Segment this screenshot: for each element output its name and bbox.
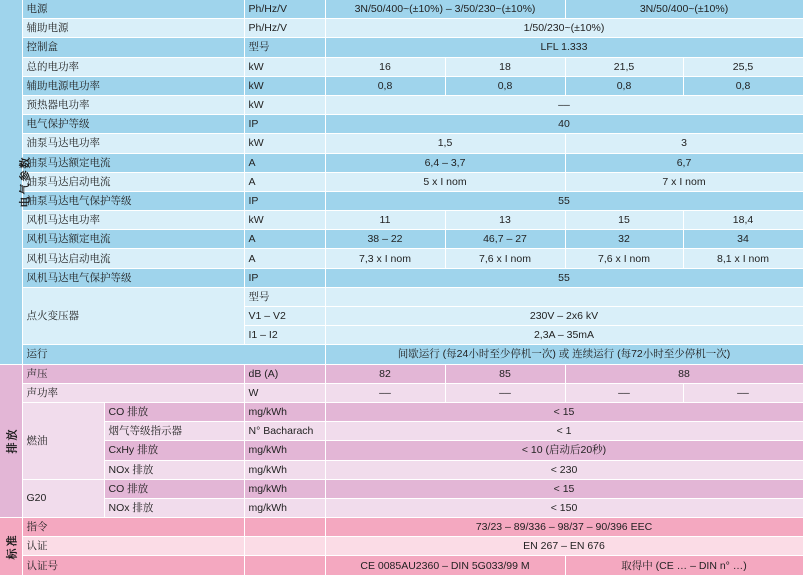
row-fan-protection [0, 268, 803, 287]
row-value: 38 – 22 [325, 230, 445, 249]
row-label: 总的电功率 [22, 57, 244, 76]
row-value: 18 [445, 57, 565, 76]
section-electrical-label: 电气参数 [19, 155, 32, 208]
row-value: 0,8 [683, 76, 803, 95]
row-total-power [0, 57, 803, 76]
row-unit: mg/kWh [244, 460, 325, 479]
row-unit: W [244, 383, 325, 402]
row-oil-bacharach [0, 422, 803, 441]
row-unit: 型号 [244, 287, 325, 306]
row-unit: kW [244, 134, 325, 153]
row-value: 40 [325, 115, 803, 134]
row-label: 指令 [22, 518, 244, 537]
row-value: < 15 [325, 402, 803, 421]
row-g20-nox [0, 498, 803, 517]
row-directive [0, 518, 803, 537]
row-label: 油泵马达额定电流 [22, 153, 244, 172]
row-unit: mg/kWh [244, 441, 325, 460]
row-label: 风机马达额定电流 [22, 230, 244, 249]
row-unit: IP [244, 115, 325, 134]
row-value: 8,1 x I nom [683, 249, 803, 268]
row-fan-rated-current [0, 230, 803, 249]
row-value [325, 287, 803, 306]
row-value: 0,8 [445, 76, 565, 95]
section-emissions-label: 排放 [6, 427, 19, 454]
row-value: 11 [325, 211, 445, 230]
row-pump-start-current [0, 172, 803, 191]
row-value: < 230 [325, 460, 803, 479]
row-label: 认证 [22, 537, 244, 556]
row-sublabel: NOx 排放 [104, 460, 244, 479]
row-label: 油泵马达启动电流 [22, 172, 244, 191]
row-value: 1/50/230~(±10%) [325, 19, 803, 38]
row-value: < 150 [325, 498, 803, 517]
row-pump-power [0, 134, 803, 153]
row-label: 认证号 [22, 556, 244, 575]
row-unit: N° Bacharach [244, 422, 325, 441]
row-value: –– [325, 95, 803, 114]
row-label: 风机马达启动电流 [22, 249, 244, 268]
row-value: 0,8 [325, 76, 445, 95]
row-unit: dB (A) [244, 364, 325, 383]
row-value: –– [565, 383, 683, 402]
row-value: 88 [565, 364, 803, 383]
row-unit: Ph/Hz/V [244, 19, 325, 38]
row-unit: mg/kWh [244, 498, 325, 517]
row-unit: Ph/Hz/V [244, 0, 325, 19]
row-value: < 10 (启动后20秒) [325, 441, 803, 460]
row-value: < 15 [325, 479, 803, 498]
row-unit: A [244, 172, 325, 191]
row-label: 风机马达电功率 [22, 211, 244, 230]
row-value: 85 [445, 364, 565, 383]
group-label-g20: G20 [22, 479, 104, 517]
row-unit: IP [244, 268, 325, 287]
row-value: 3 [565, 134, 803, 153]
row-preheater-power [0, 95, 803, 114]
row-sublabel: CO 排放 [104, 479, 244, 498]
row-value: < 1 [325, 422, 803, 441]
row-unit: V1 – V2 [244, 307, 325, 326]
row-label: 电源 [22, 0, 244, 19]
row-value: 7,3 x I nom [325, 249, 445, 268]
group-label-fuel-oil: 燃油 [22, 402, 104, 479]
row-power-supply [0, 0, 803, 19]
row-pump-rated-current [0, 153, 803, 172]
row-unit: mg/kWh [244, 479, 325, 498]
row-fan-power [0, 211, 803, 230]
row-unit: A [244, 153, 325, 172]
row-g20-co [0, 479, 803, 498]
row-value: –– [325, 383, 445, 402]
row-value: CE 0085AU2360 – DIN 5G033/99 M [325, 556, 565, 575]
row-unit: A [244, 230, 325, 249]
row-unit: A [244, 249, 325, 268]
section-emissions [0, 364, 22, 518]
section-standards-label: 标准 [6, 533, 19, 560]
row-oil-co [0, 402, 803, 421]
row-value: 7,6 x I nom [565, 249, 683, 268]
row-oil-cxhy [0, 441, 803, 460]
row-control-box [0, 38, 803, 57]
row-value: 21,5 [565, 57, 683, 76]
row-sublabel: NOx 排放 [104, 498, 244, 517]
row-label: 声压 [22, 364, 244, 383]
row-value: 3N/50/400~(±10%) – 3/50/230~(±10%) [325, 0, 565, 19]
row-value: 18,4 [683, 211, 803, 230]
row-label: 控制盒 [22, 38, 244, 57]
row-ignition-type [0, 287, 803, 306]
row-label: 预热器电功率 [22, 95, 244, 114]
row-value: –– [445, 383, 565, 402]
row-unit: kW [244, 95, 325, 114]
row-sublabel: 烟气等级指示器 [104, 422, 244, 441]
row-value: 55 [325, 191, 803, 210]
row-value: 25,5 [683, 57, 803, 76]
row-oil-nox [0, 460, 803, 479]
row-value: 16 [325, 57, 445, 76]
row-label: 辅助电源 [22, 19, 244, 38]
row-value: 46,7 – 27 [445, 230, 565, 249]
row-aux-power [0, 76, 803, 95]
row-value: 取得中 (CE … – DIN n° …) [565, 556, 803, 575]
row-fan-start-current [0, 249, 803, 268]
row-operation [0, 345, 803, 364]
row-value: LFL 1.333 [325, 38, 803, 57]
row-pump-protection [0, 191, 803, 210]
row-label: 风机马达电气保护等级 [22, 268, 244, 287]
row-sound-pressure [0, 364, 803, 383]
row-value: 6,4 – 3,7 [325, 153, 565, 172]
section-electrical [0, 0, 32, 364]
row-value: 7,6 x I nom [445, 249, 565, 268]
row-unit: I1 – I2 [244, 326, 325, 345]
row-cert-no [0, 556, 803, 575]
row-unit: IP [244, 191, 325, 210]
row-value: 7 x I nom [565, 172, 803, 191]
row-label: 声功率 [22, 383, 244, 402]
row-label: 辅助电源电功率 [22, 76, 244, 95]
row-unit: 型号 [244, 38, 325, 57]
row-unit: kW [244, 211, 325, 230]
row-label: 油泵马达电气保护等级 [22, 191, 244, 210]
row-label: 运行 [22, 345, 325, 364]
row-value: EN 267 – EN 676 [325, 537, 803, 556]
row-unit: kW [244, 57, 325, 76]
row-protection [0, 115, 803, 134]
row-value: 间歇运行 (每24小时至少停机一次) 或 连续运行 (每72小时至少停机一次) [325, 345, 803, 364]
row-aux-supply [0, 19, 803, 38]
row-unit: mg/kWh [244, 402, 325, 421]
row-label: 油泵马达电功率 [22, 134, 244, 153]
row-value: 230V – 2x6 kV [325, 307, 803, 326]
row-value: 1,5 [325, 134, 565, 153]
row-unit: kW [244, 76, 325, 95]
row-value: 73/23 – 89/336 – 98/37 – 90/396 EEC [325, 518, 803, 537]
row-value: 55 [325, 268, 803, 287]
row-label: 电气保护等级 [22, 115, 244, 134]
row-value: 34 [683, 230, 803, 249]
row-sound-power [0, 383, 803, 402]
row-value: 82 [325, 364, 445, 383]
row-value: –– [683, 383, 803, 402]
row-value: 5 x I nom [325, 172, 565, 191]
row-value: 32 [565, 230, 683, 249]
row-value: 6,7 [565, 153, 803, 172]
row-conformity [0, 537, 803, 556]
section-standards [0, 518, 22, 576]
row-value: 15 [565, 211, 683, 230]
row-sublabel: CxHy 排放 [104, 441, 244, 460]
row-sublabel: CO 排放 [104, 402, 244, 421]
row-value: 0,8 [565, 76, 683, 95]
row-label: 点火变压器 [22, 287, 244, 345]
row-value: 3N/50/400~(±10%) [565, 0, 803, 19]
row-value: 2,3A – 35mA [325, 326, 803, 345]
row-value: 13 [445, 211, 565, 230]
